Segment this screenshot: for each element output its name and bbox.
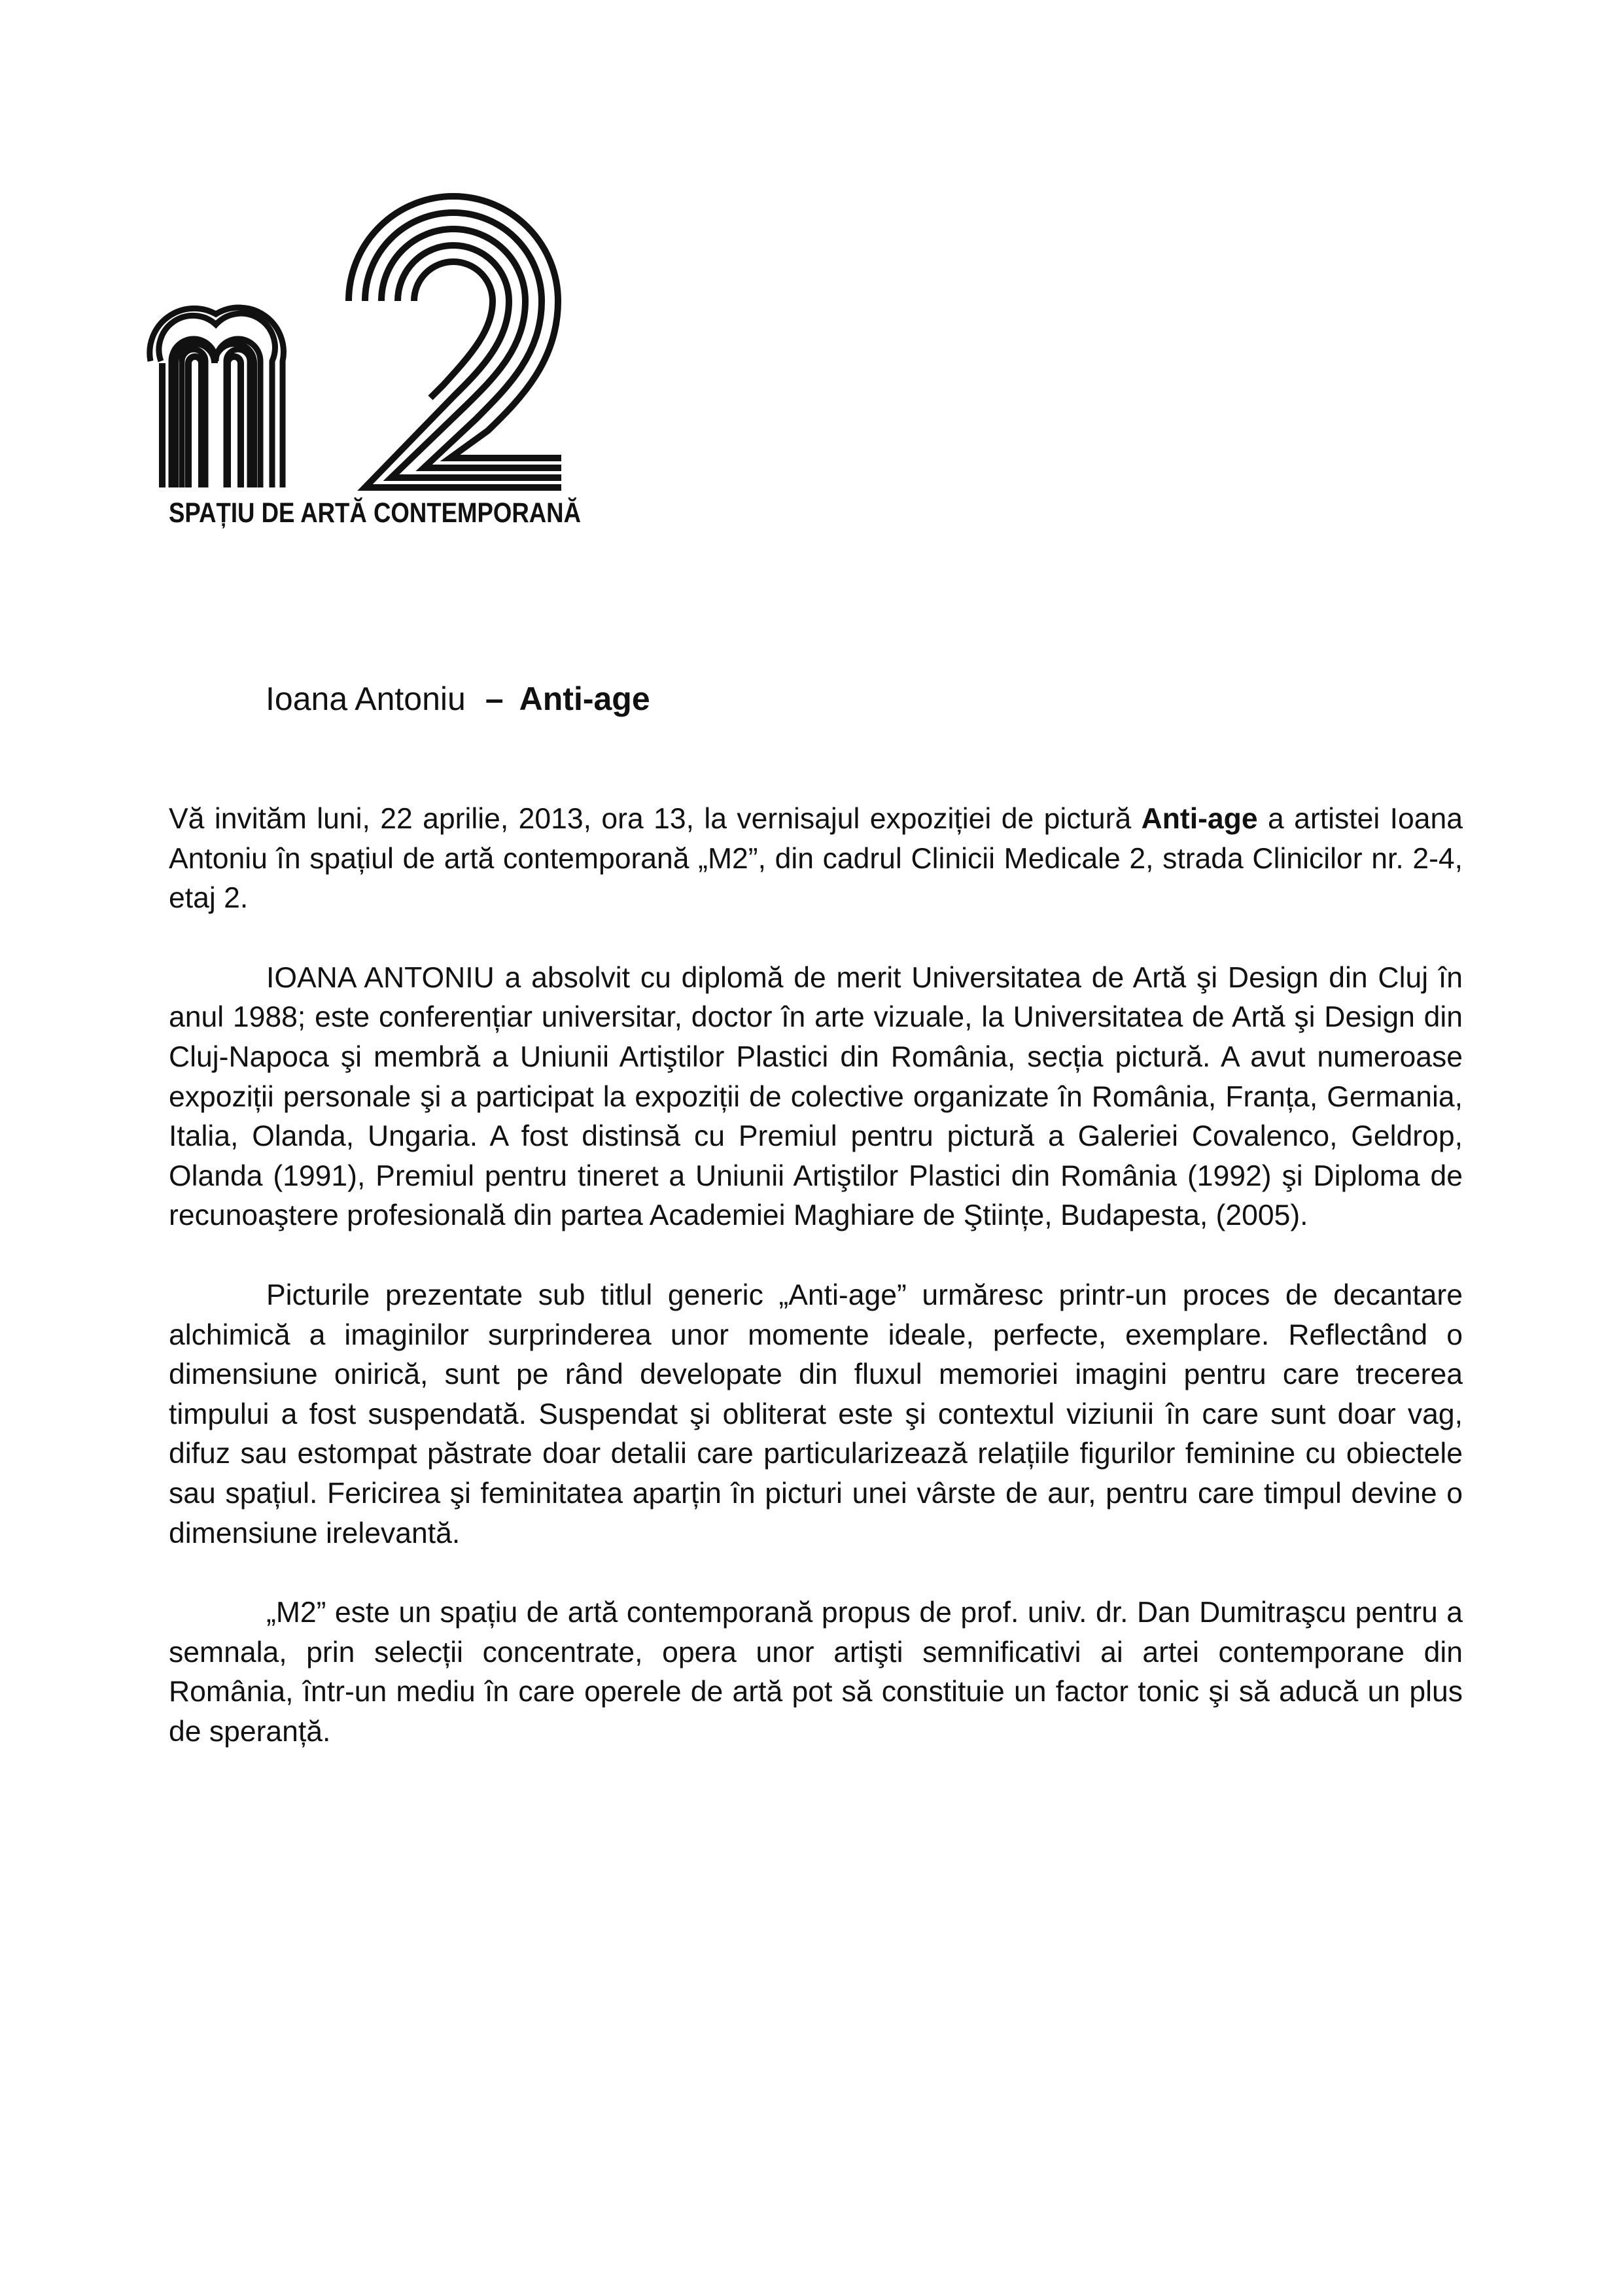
invitation-paragraph [169, 800, 1463, 919]
m2-logo [169, 190, 587, 530]
logo-tagline: SPAȚIU DE ARTĂ CONTEMPORANĂ [169, 497, 581, 529]
gallery-description-paragraph: „M2” este un spațiu de artă contemporană propus de prof. univ. dr. Dan Dumitraşcu pentru a semnala, prin selecții concentrate, opera unor artişti semnificativi ai artei contemporane din România, într-un mediu în care operele de artă pot să constituie un factor tonic şi să aducă un plus de speranță. [169, 1597, 1463, 1748]
artist-bio-paragraph: IOANA ANTONIU a absolvit cu diplomă de merit Universitatea de Artă şi Design din Cluj în anul 1988; este conferențiar universitar, doctor în arte vizuale, la Universitatea de Artă şi Design din Cluj-Napoca şi membră a Uniunii Artiştilor Plastici din România, secția pictură. A avut numeroase expoziții personale şi a participat la expoziții de colective organizate în România, Franța, Germania, Italia, Olanda, Ungaria. A fost distinsă cu Premiul pentru pictură a Galeriei Covalenco, Geldrop, Olanda (1991), Premiul pentru tineret a Uniunii Artiştilor Plastici din România (1992) şi Diploma de recunoaştere profesională din partea Academiei Maghiare de Ştiințe, Budapesta, (2005). [169, 961, 1463, 1232]
artist-name: Ioana Antoniu [266, 680, 466, 717]
invitation-text-start: Vă invităm luni, 22 aprilie, 2013, ora 13, la vernisajul expoziției de pictură [169, 803, 1142, 835]
exhibition-heading [266, 675, 650, 722]
works-description-paragraph: Picturile prezentate sub titlul generic „Anti-age” urmăresc printr-un proces de decantare alchimică a imaginilor surprinderea unor momente ideale, perfecte, exemplare. Reflectând o dimensiune onirică, sunt pe rând developate din fluxul memoriei imagini pentru care trecerea timpului a fost suspendată. Suspendat şi obliterat este şi contextul viziunii în care sunt doar vag, difuz sau estompat păstrate doar detalii care particularizează relațiile figurilor feminine cu obiectele sau spațiul. Fericirea şi feminitatea aparțin în picturi unei vârste de aur, pentru care timpul devine o dimensiune irelevantă. [169, 1279, 1463, 1549]
invitation-exhibition-title: Anti-age [1141, 803, 1258, 835]
exhibition-title: Anti-age [519, 680, 650, 717]
heading-dash: – [485, 680, 504, 717]
invitation-text-end: a artistei Ioana Antoniu în spațiul de artă contemporană „M2”, din cadrul Clinicii Medicale 2, strada Clinicilor nr. 2-4, etaj 2. [169, 803, 1463, 915]
body-text [169, 800, 1463, 1792]
m2-logo-mark [169, 190, 587, 530]
